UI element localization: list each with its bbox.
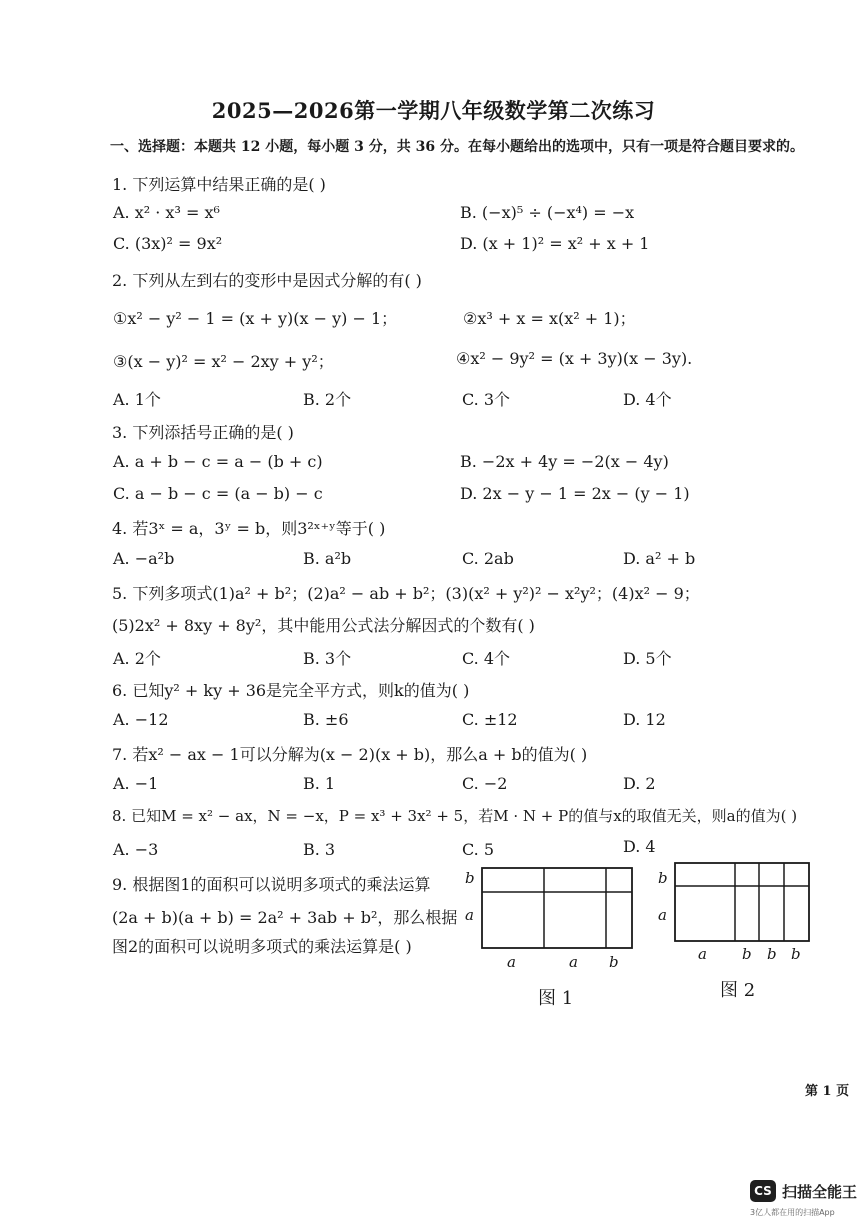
question-5-stem: 5. 下列多项式(1)a² + b²；(2)a² − ab + b²；(3)(x² + y²)² − x²y²；(4)x² − 9； <box>112 584 700 603</box>
q3-option-b: B. −2x + 4y = −2(x − 4y) <box>460 452 669 471</box>
q4-option-a: A. −a²b <box>113 549 175 568</box>
question-3-stem: 3. 下列添括号正确的是( ) <box>112 423 294 442</box>
scanner-watermark <box>750 1180 857 1202</box>
fig2-bottom-b3: b <box>791 945 801 963</box>
q8-option-a: A. −3 <box>113 840 159 859</box>
q7-option-b: B. 1 <box>303 774 336 793</box>
q1-option-d: D. (x + 1)² = x² + x + 1 <box>460 234 650 253</box>
q5-option-b: B. 3个 <box>303 649 352 668</box>
section-header: 一、选择题：本题共 12 小题，每小题 3 分，共 36 分。在每小题给出的选项中，只有一项是符合题目要求的。 <box>110 139 804 155</box>
q3-option-c: C. a − b − c = (a − b) − c <box>113 484 323 503</box>
figure-1-caption: 图 1 <box>538 988 574 1009</box>
page-title: 2025—2026第一学期八年级数学第二次练习 <box>211 98 656 123</box>
q4-option-c: C. 2ab <box>462 549 514 568</box>
q6-option-d: D. 12 <box>623 710 666 729</box>
fig1-bottom-a2: a <box>569 953 578 971</box>
q3-option-d: D. 2x − y − 1 = 2x − (y − 1) <box>460 484 690 503</box>
camscanner-icon: CS <box>750 1180 776 1202</box>
q2-item-3: ③(x − y)² = x² − 2xy + y²； <box>113 352 334 371</box>
q6-option-c: C. ±12 <box>462 710 518 729</box>
q4-option-d: D. a² + b <box>623 549 696 568</box>
figure-2-caption: 图 2 <box>720 980 756 1001</box>
q5-option-c: C. 4个 <box>462 649 511 668</box>
q7-option-a: A. −1 <box>113 774 159 793</box>
q8-option-d: D. 4 <box>623 837 656 856</box>
q2-option-d: D. 4个 <box>623 390 672 409</box>
scanner-tagline: 3亿人都在用的扫描App <box>750 1208 835 1217</box>
fig2-label-b: b <box>658 869 668 887</box>
fig1-bottom-a1: a <box>507 953 516 971</box>
q2-item-2: ②x³ + x = x(x² + 1)； <box>463 309 636 328</box>
fig2-bottom-a: a <box>698 945 707 963</box>
question-5-stem-line2: (5)2x² + 8xy + 8y²，其中能用公式法分解因式的个数有( ) <box>112 616 535 635</box>
q5-option-a: A. 2个 <box>113 649 161 668</box>
q2-item-4: ④x² − 9y² = (x + 3y)(x − 3y). <box>456 349 693 368</box>
q7-option-c: C. −2 <box>462 774 508 793</box>
q1-option-c: C. (3x)² = 9x² <box>113 234 223 253</box>
fig1-label-b: b <box>465 869 475 887</box>
question-4-stem: 4. 若3ˣ = a，3ʸ = b，则3²ˣ⁺ʸ等于( ) <box>112 519 386 538</box>
question-2-stem: 2. 下列从左到右的变形中是因式分解的有( ) <box>112 271 422 290</box>
q5-option-d: D. 5个 <box>623 649 672 668</box>
question-9-line3: 图2的面积可以说明多项式的乘法运算是( ) <box>112 937 412 956</box>
q4-option-b: B. a²b <box>303 549 352 568</box>
fig1-label-a: a <box>465 906 474 924</box>
question-9-line1: 9. 根据图1的面积可以说明多项式的乘法运算 <box>112 875 431 894</box>
q6-option-b: B. ±6 <box>303 710 349 729</box>
q1-option-b: B. (−x)⁵ ÷ (−x⁴) = −x <box>460 203 635 222</box>
figure-2 <box>665 855 825 955</box>
question-7-stem: 7. 若x² − ax − 1可以分解为(x − 2)(x + b)，那么a + b的值为( ) <box>112 745 588 764</box>
q1-option-a: A. x² · x³ = x⁶ <box>113 203 220 222</box>
q6-option-a: A. −12 <box>113 710 169 729</box>
question-1-stem: 1. 下列运算中结果正确的是( ) <box>112 175 326 194</box>
q3-option-a: A. a + b − c = a − (b + c) <box>113 452 323 471</box>
scanner-name: 扫描全能王 <box>782 1182 858 1201</box>
q2-option-b: B. 2个 <box>303 390 352 409</box>
figure-2-outer-rect <box>675 863 809 941</box>
question-6-stem: 6. 已知y² + ky + 36是完全平方式，则k的值为( ) <box>112 681 470 700</box>
question-9-line2: (2a + b)(a + b) = 2a² + 3ab + b²，那么根据 <box>112 908 458 927</box>
figure-1-outer-rect <box>482 868 632 948</box>
fig2-bottom-b1: b <box>742 945 752 963</box>
q8-option-c: C. 5 <box>462 840 495 859</box>
fig2-bottom-b2: b <box>767 945 777 963</box>
fig1-bottom-b: b <box>609 953 619 971</box>
fig2-label-a: a <box>658 906 667 924</box>
q2-option-a: A. 1个 <box>113 390 161 409</box>
q2-item-1: ①x² − y² − 1 = (x + y)(x − y) − 1； <box>113 309 398 328</box>
q2-option-c: C. 3个 <box>462 390 511 409</box>
question-8-stem: 8. 已知M = x² − ax，N = −x，P = x³ + 3x² + 5，若M · N + P的值与x的取值无关，则a的值为( ) <box>112 807 798 825</box>
q8-option-b: B. 3 <box>303 840 336 859</box>
q7-option-d: D. 2 <box>623 774 656 793</box>
page-number: 第 1 页 <box>805 1084 850 1099</box>
